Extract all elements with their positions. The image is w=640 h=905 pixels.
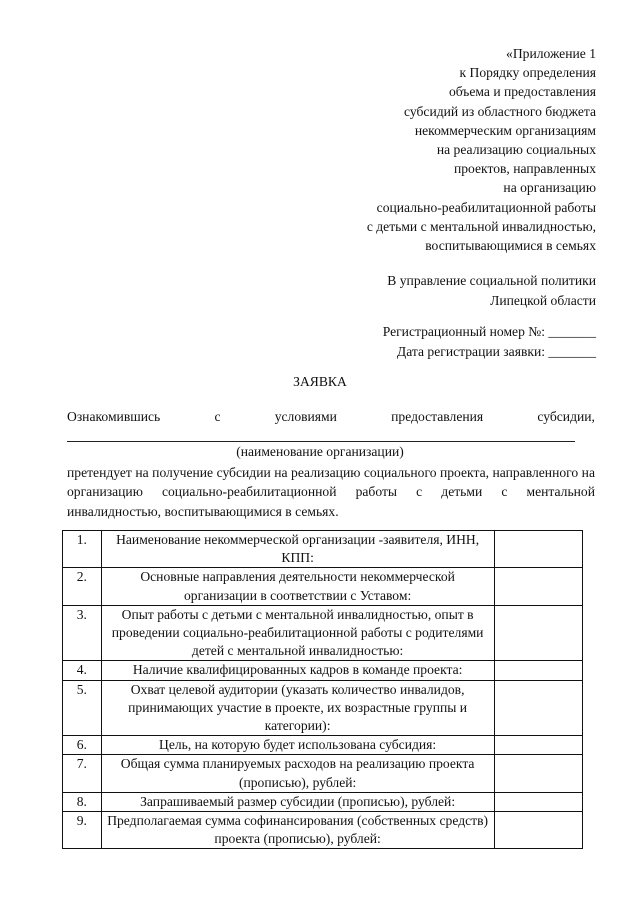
row-label: Предполагаемая сумма софинансирования (собственных средств) проекта (прописью), рублей: — [101, 812, 494, 849]
application-table — [62, 530, 583, 849]
row-value-cell[interactable] — [494, 792, 582, 811]
intro-word: субсидии, — [537, 409, 595, 424]
intro-word: предоставления — [391, 409, 484, 424]
intro-line — [67, 409, 595, 425]
row-value-cell[interactable] — [494, 568, 582, 605]
row-value-cell[interactable] — [494, 531, 582, 568]
appendix-line: к Порядку определения — [459, 65, 596, 81]
row-number: 6. — [63, 736, 102, 755]
row-value-cell[interactable] — [494, 812, 582, 849]
row-number: 2. — [63, 568, 102, 605]
row-value-cell[interactable] — [494, 680, 582, 736]
table-row — [63, 755, 583, 792]
row-number: 9. — [63, 812, 102, 849]
table-row — [63, 812, 583, 849]
row-label: Наименование некоммерческой организации -заявителя, ИНН, КПП: — [101, 531, 494, 568]
row-value-cell[interactable] — [494, 661, 582, 680]
row-value-cell[interactable] — [494, 755, 582, 792]
appendix-header — [296, 44, 596, 255]
organization-name-blank[interactable] — [67, 441, 575, 442]
appendix-line: объема и предоставления — [448, 84, 596, 100]
appendix-line: субсидий из областного бюджета — [404, 103, 596, 119]
row-label: Наличие квалифицированных кадров в команде проекта: — [101, 661, 494, 680]
row-number: 1. — [63, 531, 102, 568]
registration-number: Регистрационный номер №: _______ — [382, 324, 596, 339]
document-title: ЗАЯВКА — [293, 374, 347, 389]
appendix-line: проектов, направленных — [453, 161, 596, 177]
row-number: 4. — [63, 661, 102, 680]
row-number: 5. — [63, 680, 102, 736]
registration-block — [383, 322, 596, 361]
row-label: Основные направления деятельности некоммерческой организации в соответствии с Уставом: — [101, 568, 494, 605]
row-label: Запрашиваемый размер субсидии (прописью), рублей: — [101, 792, 494, 811]
appendix-line: некоммерческим организациям — [414, 122, 596, 138]
row-number: 8. — [63, 792, 102, 811]
appendix-line: на реализацию социальных — [436, 142, 596, 158]
appendix-line: «Приложение 1 — [506, 46, 596, 61]
row-label: Опыт работы с детьми с ментальной инвалидностью, опыт в проведении социально-реабилитационной работы с родителями детей с ментальной инвалидностью: — [101, 605, 494, 661]
appendix-line: с детьми с ментальной инвалидностью, — [366, 218, 596, 234]
organization-name-caption: (наименование организации) — [236, 444, 404, 459]
intro-word: Ознакомившись — [67, 409, 161, 424]
appendix-line: на организацию — [503, 180, 596, 196]
body-paragraph: претендует на получение субсидии на реализацию социального проекта, направленного на организацию социально-реабилитационной работы с детьми с ментальной инвалидностью, воспитывающимися в семьях. — [67, 465, 595, 519]
row-label: Охват целевой аудитории (указать количество инвалидов, принимающих участие в проекте, их возрастные группы и категории): — [101, 680, 494, 736]
registration-date: Дата регистрации заявки: _______ — [396, 343, 596, 359]
row-label: Цель, на которую будет использована субсидия: — [101, 736, 494, 755]
row-value-cell[interactable] — [494, 605, 582, 661]
appendix-line: воспитывающимися в семьях — [425, 238, 596, 254]
table-row — [63, 736, 583, 755]
recipient-line: В управление социальной политики — [387, 273, 596, 288]
intro-word: условиями — [274, 409, 337, 424]
recipient-line: Липецкой области — [490, 292, 596, 308]
table-row — [63, 680, 583, 736]
appendix-line: социально-реабилитационной работы — [376, 199, 596, 215]
row-value-cell[interactable] — [494, 736, 582, 755]
row-label: Общая сумма планируемых расходов на реализацию проекта (прописью), рублей: — [101, 755, 494, 792]
intro-word: с — [214, 409, 221, 424]
table-row — [63, 792, 583, 811]
table-row — [63, 661, 583, 680]
table-row — [63, 568, 583, 605]
table-row — [63, 605, 583, 661]
row-number: 7. — [63, 755, 102, 792]
row-number: 3. — [63, 605, 102, 661]
table-row — [63, 531, 583, 568]
recipient-block — [387, 271, 596, 310]
